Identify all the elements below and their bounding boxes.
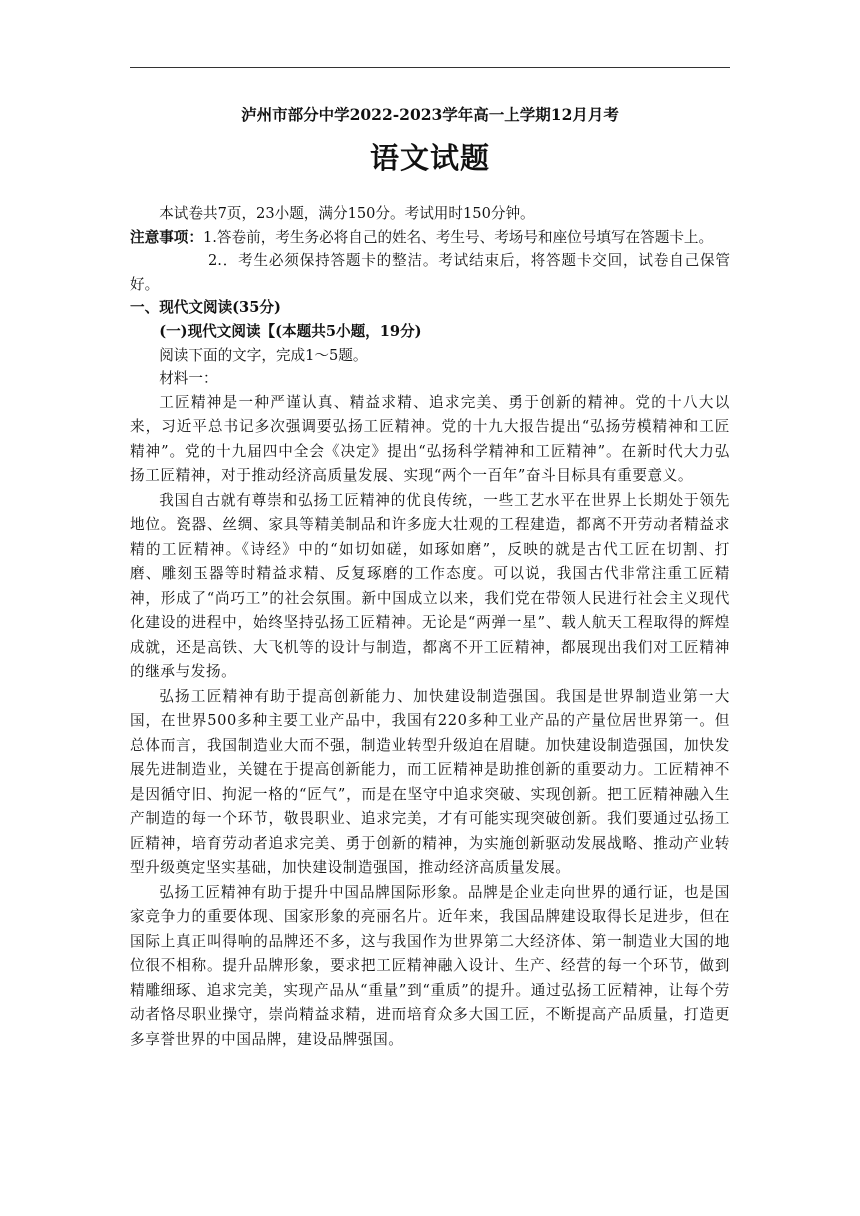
notice-block: [130, 226, 730, 250]
material-label: 材料一：: [159, 370, 218, 388]
document-body: [130, 202, 730, 1052]
section-heading: 一、现代文阅读(35分): [130, 299, 281, 317]
exam-header: 泸州市部分中学2022-2023学年高一上学期12月月考: [241, 105, 619, 124]
exam-intro: 本试卷共7页，23小题，满分150分。考试用时150分钟。: [159, 205, 535, 222]
material-paragraph: 我国自古就有尊崇和弘扬工匠精神的优良传统，一些工艺水平在世界上长期处于领先地位。瓷器、丝绸、家具等精美制品和许多庞大壮观的工程建造，都离不开劳动者精益求精的工匠精神。《诗经》中的“如切如磋，如琢如磨”，反映的就是古代工匠在切割、打磨、雕刻玉器等时精益求精、反复琢磨的工作态度。可以说，我国古代非常注重工匠精神，形成了“尚巧工”的社会氛围。新中国成立以来，我们党在带领人民进行社会主义现代化建设的进程中，始终坚持弘扬工匠精神。无论是“两弹一星”、载人航天工程取得的辉煌成就，还是高铁、大飞机等的设计与制造，都离不开工匠精神，都展现出我们对工匠精神的继承与发扬。: [130, 491, 730, 681]
section-subheading: (一)现代文阅读【(本题共5小题，19分): [159, 322, 422, 340]
exam-title: 语文试题: [369, 141, 490, 175]
reading-instruction: 阅读下面的文字，完成1～5题。: [159, 346, 368, 364]
material-paragraph: 弘扬工匠精神有助于提高创新能力、加快建设制造强国。我国是世界制造业第一大国，在世界500多种主要工业产品中，我国有220多种工业产品的产量位居世界第一。但总体而言，我国制造业大而不强，制造业转型升级迫在眉睫。加快建设制造强国，加快发展先进制造业，关键在于提高创新能力，而工匠精神是助推创新的重要动力。工匠精神不是因循守旧、拘泥一格的“匠气”，而是在坚守中追求突破、实现创新。把工匠精神融入生产制造的每一个环节，敬畏职业、追求完美，才有可能实现突破创新。我们要通过弘扬工匠精神，培育劳动者追求完美、勇于创新的精神，为实施创新驱动发展战略、推动产业转型升级奠定坚实基础，加快建设制造强国，推动经济高质量发展。: [130, 687, 730, 877]
material-paragraph: 工匠精神是一种严谨认真、精益求精、追求完美、勇于创新的精神。党的十八大以来，习近平总书记多次强调要弘扬工匠精神。党的十九大报告提出“弘扬劳模精神和工匠精神”。党的十九届四中全会《决定》提出“弘扬科学精神和工匠精神”。在新时代大力弘扬工匠精神，对于推动经济高质量发展、实现“两个一百年”奋斗目标具有重要意义。: [130, 393, 730, 485]
material-paragraph: 弘扬工匠精神有助于提升中国品牌国际形象。品牌是企业走向世界的通行证，也是国家竞争力的重要体现、国家形象的亮丽名片。近年来，我国品牌建设取得长足进步，但在国际上真正叫得响的品牌还不多，这与我国作为世界第二大经济体、第一制造业大国的地位很不相称。提升品牌形象，要求把工匠精神融入设计、生产、经营的每一个环节，做到精雕细琢、追求完美，实现产品从“重量”到“重质”的提升。通过弘扬工匠精神，让每个劳动者恪尽职业操守，崇尚精益求精，进而培育众多大国工匠，不断提高产品质量，打造更多享誉世界的中国品牌，建设品牌强国。: [130, 883, 730, 1048]
notice-item: 2.．考生必须保持答题卡的整洁。考试结束后，将答题卡交回，试卷自己保管好。: [130, 252, 730, 293]
header-rule: [130, 67, 730, 68]
notice-item: 1.答卷前，考生务必将自己的姓名、考生号、考场号和座位号填写在答题卡上。: [202, 228, 714, 246]
notice-label: 注意事项：: [130, 228, 203, 246]
